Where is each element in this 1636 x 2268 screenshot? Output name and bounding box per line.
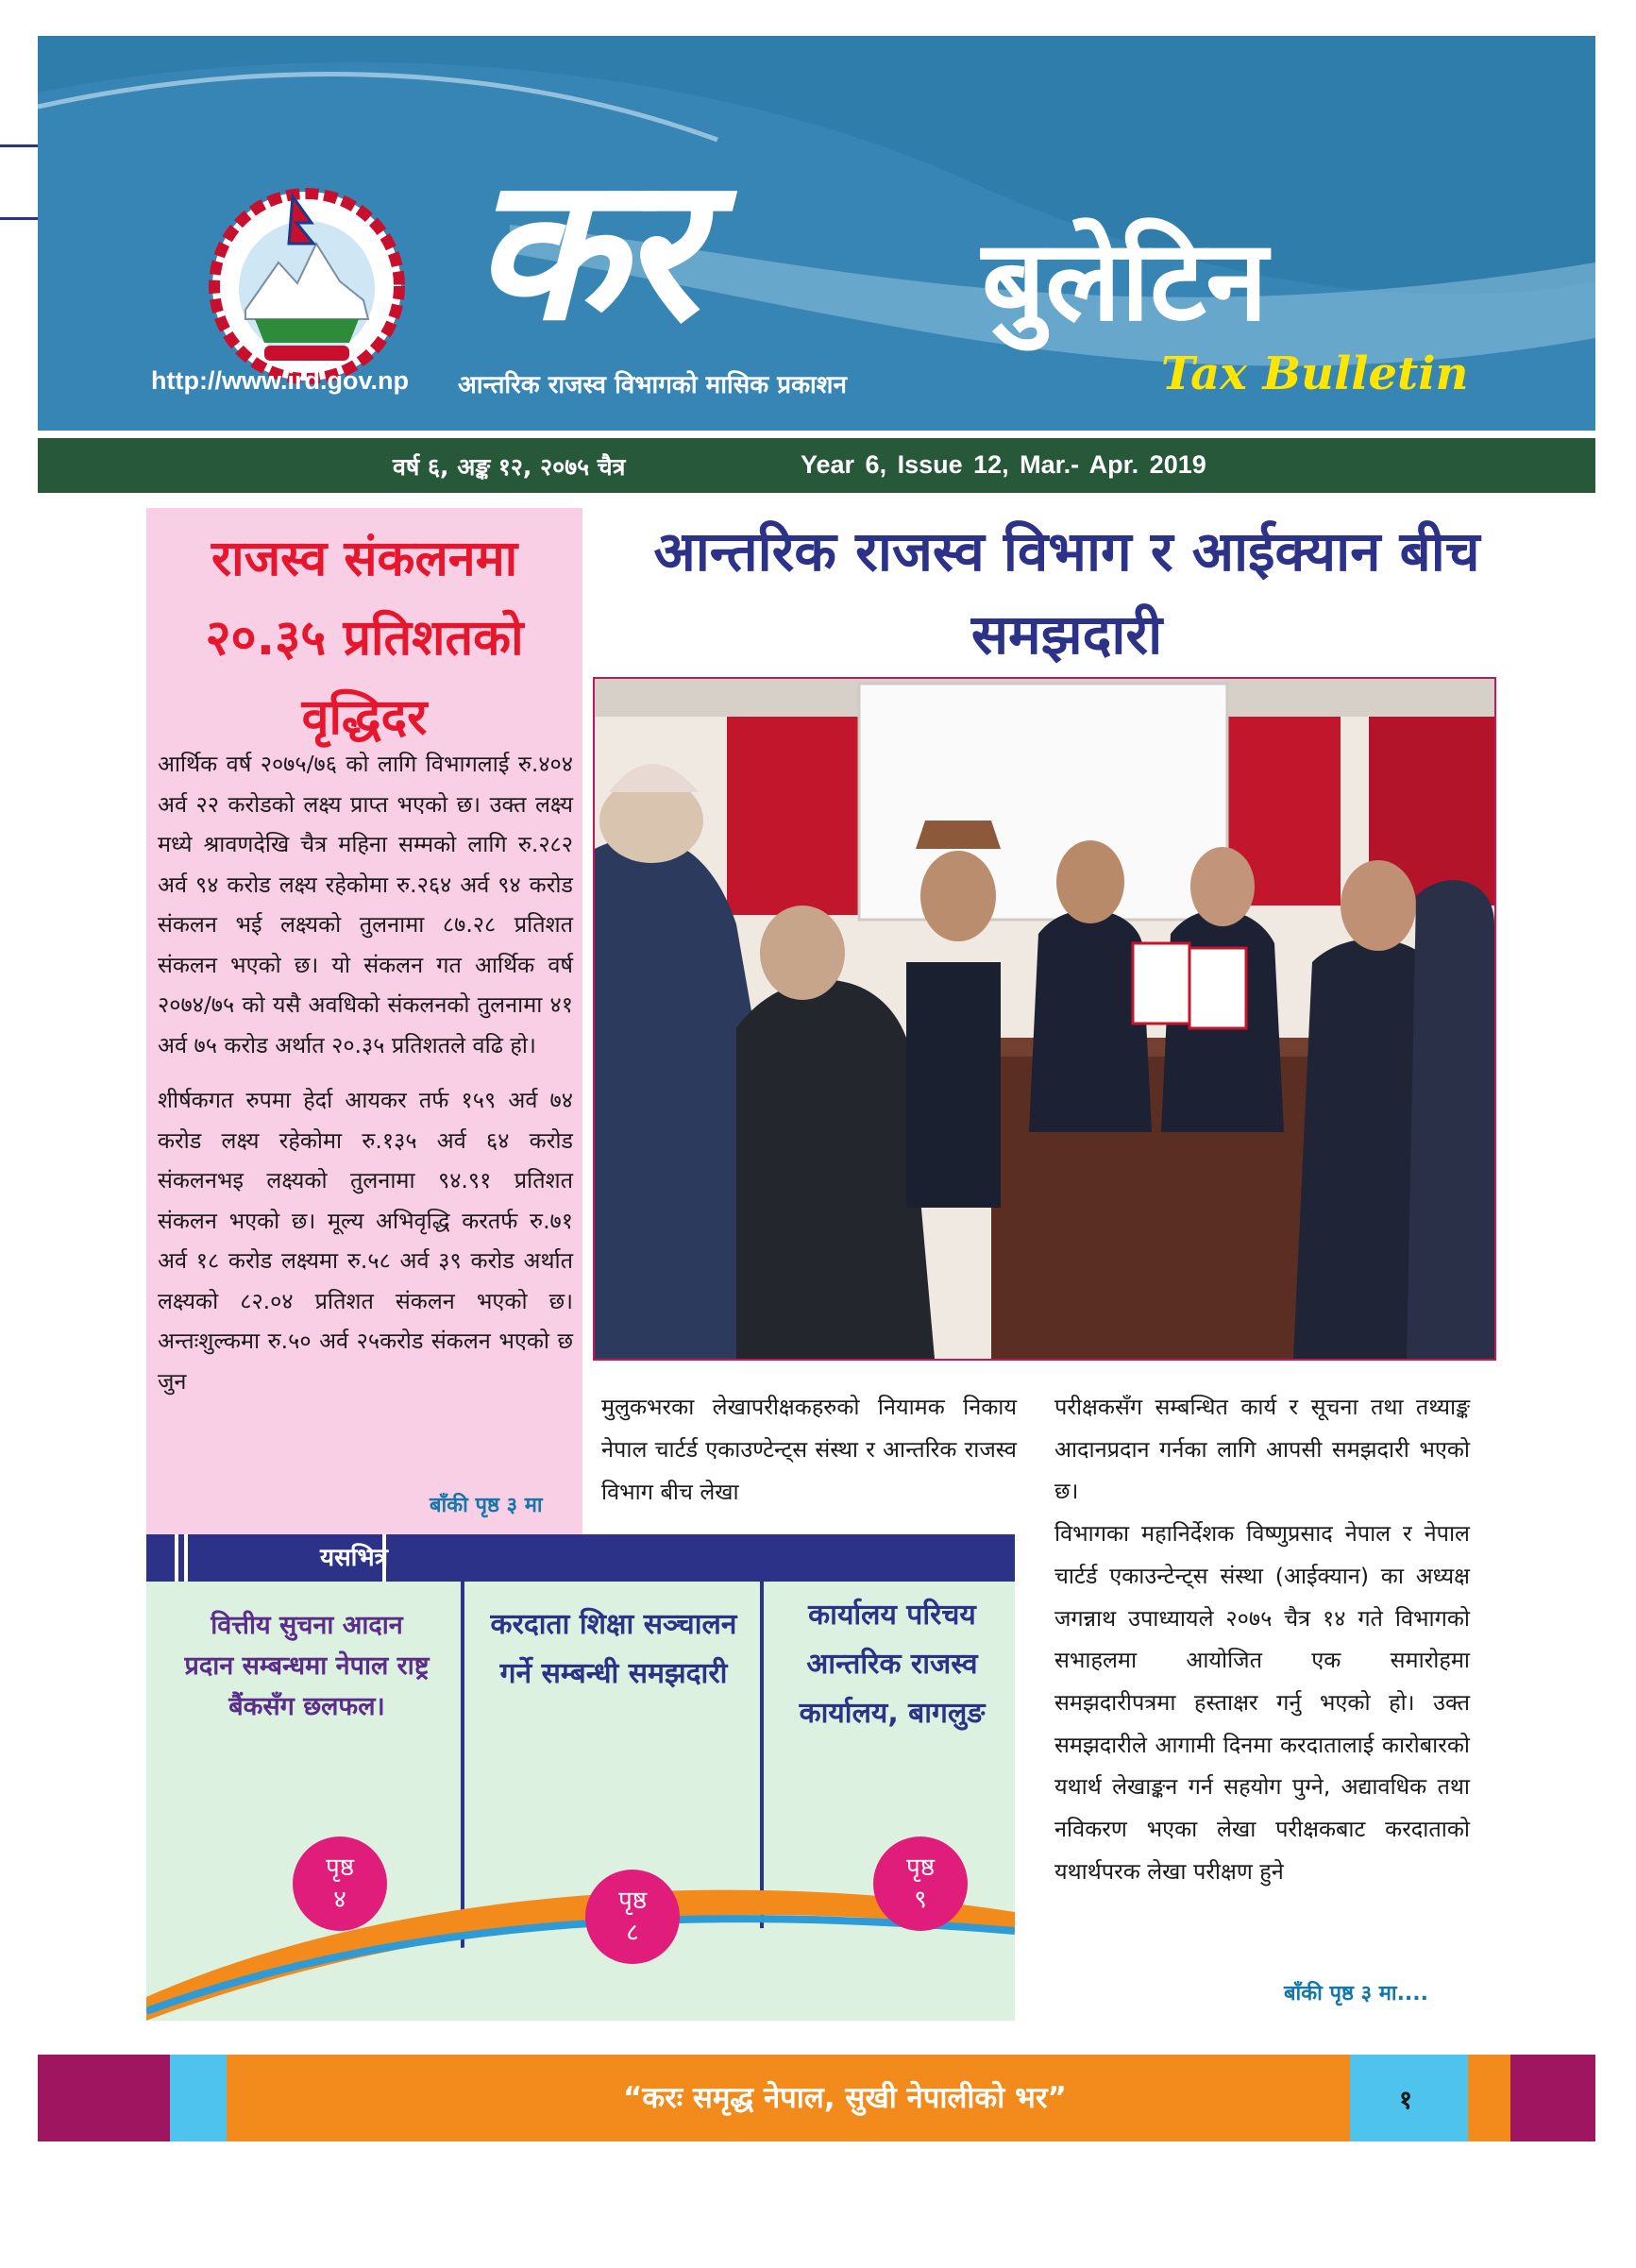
page-ref-number: ८ <box>626 1919 639 1947</box>
decorative-rule <box>0 144 38 147</box>
main-article-column-2 <box>1054 1386 1470 1892</box>
paragraph: शीर्षकगत रुपमा हेर्दा आयकर तर्फ १५९ अर्व ७४ करोड लक्ष्य रहेकोमा रु.१३५ अर्व ६४ करोड संकलनभइ लक्ष्यको तुलनामा ९४.९१ प्रतिशत संकलन भएको छ। मूल्य अभिवृद्धि करतर्फ रु.७१ अर्व १८ करोड लक्ष्यमा रु.५८ अर्व ३९ करोड अर्थात लक्ष्यको ८२.०४ प्रतिशत संकलन भएको छ। अन्तःशुल्कमा रु.५० अर्व २५करोड संकलन भएको छ जुन <box>158 1087 573 1395</box>
page-ref-number: ४ <box>333 1886 346 1914</box>
inside-this-issue-panel <box>146 1534 1015 2021</box>
page-ref-badge[interactable] <box>585 1870 680 1964</box>
revenue-article-box <box>146 508 582 1542</box>
page-ref-label: पृष्ठ <box>617 1887 648 1915</box>
masthead <box>38 36 1595 431</box>
footer-slogan: “करः समृद्ध नेपाल, सुखी नेपालीको भर” <box>623 2081 1067 2115</box>
masthead-subtitle-np: बुलेटिन <box>982 215 1268 346</box>
website-link[interactable]: http://www.ird.gov.np <box>151 366 409 395</box>
continued-link[interactable]: बाँकी पृष्ठ ३ मा <box>430 1494 543 1517</box>
main-headline: आन्तरिक राजस्व विभाग र आईक्यान बीच समझदारी <box>653 519 1480 667</box>
inside-header-bar <box>146 1534 1015 1582</box>
photo-illustration <box>595 679 1494 1359</box>
footer-segment <box>38 2055 170 2141</box>
footer-segment <box>1510 2055 1595 2141</box>
inside-item-title[interactable]: वित्तीय सुचना आदान प्रदान सम्बन्धमा नेपाल राष्ट्र बैंकसँग छलफल। <box>184 1611 430 1721</box>
footer-band <box>38 2055 1595 2141</box>
issue-bar <box>38 438 1595 493</box>
masthead-tagline: आन्तरिक राजस्व विभागको मासिक प्रकाशन <box>458 371 847 399</box>
paragraph: परीक्षकसँग सम्बन्धित कार्य र सूचना तथा तथ्याङ्क आदानप्रदान गर्नका लागि आपसी समझदारी भएको छ। <box>1054 1394 1470 1505</box>
inside-item-title[interactable]: करदाता शिक्षा सञ्चालन गर्ने सम्बन्धी समझदारी <box>490 1608 737 1690</box>
nepal-government-emblem-icon <box>198 178 415 395</box>
paragraph: आर्थिक वर्ष २०७५/७६ को लागि विभागलाई रु.४०४ अर्व २२ करोडको लक्ष्य प्राप्त भएको छ। उक्त लक्ष्य मध्ये श्रावणदेखि चैत्र महिना सम्मको लागि रु.२८२ अर्व ९४ करोड लक्ष्य रहेकोमा रु.२६४ अर्व ९४ करोड संकलन भई लक्ष्यको तुलनामा ८७.२८ प्रतिशत संकलन भएको छ। यो संकलन गत आर्थिक वर्ष २०७४/७५ को यसै अवधिको संकलनको तुलनामा ४१ अर्व ७५ करोड अर्थात २०.३५ प्रतिशतले वढि हो। <box>158 751 573 1058</box>
continued-link[interactable]: बाँकी पृष्ठ ३ मा.... <box>1284 1982 1429 2006</box>
issue-info-english: Year 6, Issue 12, Mar.- Apr. 2019 <box>801 450 1206 479</box>
main-article-column-1: मुलुकभरका लेखापरीक्षकहरुको नियामक निकाय नेपाल चार्टर्ड एकाउण्टेन्ट्स संस्था र आन्तरिक राजस्व विभाग बीच लेखा <box>601 1394 1017 1505</box>
issue-info-nepali: वर्ष ६, अङ्क १२, २०७५ चैत्र <box>393 453 626 481</box>
page-ref-label: पृष्ठ <box>325 1853 355 1882</box>
masthead-title-np: कर <box>472 131 695 364</box>
paragraph: विभागका महानिर्देशक विष्णुप्रसाद नेपाल र नेपाल चार्टर्ड एकाउन्टेन्ट्स संस्था (आईक्यान) का अध्यक्ष जगन्नाथ उपाध्यायले २०७५ चैत्र १४ गते विभागको सभाहलमा आयोजित एक समारोहमा समझदारीपत्रमा हस्ताक्षर गर्नु भएको हो। उक्त समझदारीले आगामी दिनमा करदातालाई कारोबारको यथार्थ लेखाङ्कन गर्न सहयोग पुग्ने, अद्यावधिक तथा नविकरण भएका लेखा परीक्षकबाट करदाताको यथार्थपरक लेखा परीक्षण हुने <box>1054 1520 1470 1885</box>
page-number: १ <box>1399 2086 1413 2115</box>
signing-ceremony-photo <box>593 677 1496 1361</box>
page-ref-badge[interactable] <box>293 1836 387 1931</box>
bar-divider <box>184 1534 188 1582</box>
masthead-title-en: Tax Bulletin <box>1161 347 1469 400</box>
revenue-article-body <box>158 744 573 1416</box>
inside-label: यसभित्र <box>319 1544 389 1572</box>
page-ref-label: पृष्ठ <box>905 1853 936 1882</box>
revenue-article-headline: राजस्व संकलनमा २०.३५ प्रतिशतको वृद्धिदर <box>205 531 524 746</box>
footer-segment <box>170 2055 227 2141</box>
footer-segment <box>1468 2055 1510 2141</box>
inside-item-title[interactable]: कार्यालय परिचय आन्तरिक राजस्व कार्यालय, बागलुङ <box>799 1599 986 1730</box>
page-ref-number: ९ <box>914 1886 927 1914</box>
page-ref-badge[interactable] <box>873 1836 968 1931</box>
decorative-rule <box>0 217 38 220</box>
bar-divider <box>175 1534 178 1582</box>
